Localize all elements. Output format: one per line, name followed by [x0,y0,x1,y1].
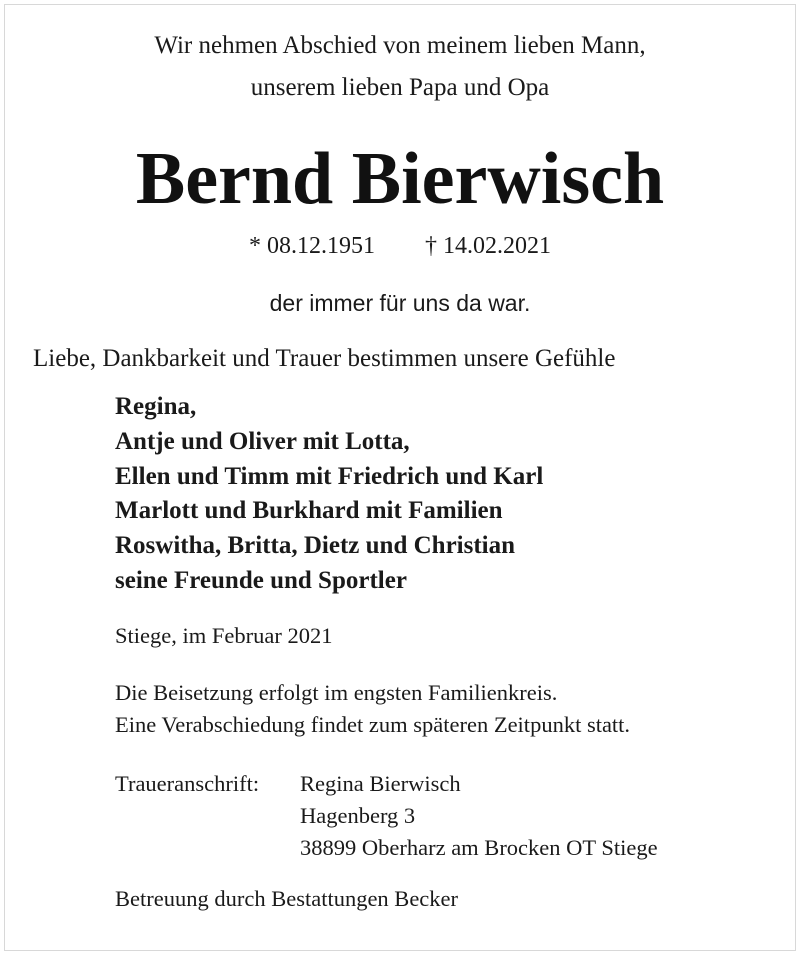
funeral-home-line: Betreuung durch Bestattungen Becker [115,886,459,911]
address-name: Regina Bierwisch [300,771,461,796]
mourners-list [115,390,543,599]
mourner-item: Antje und Oliver mit Lotta, [115,427,410,455]
birth-date: * 08.12.1951 [249,233,375,259]
life-dates [0,230,800,262]
mourner-item: seine Freunde und Sportler [115,566,407,594]
deceased-name: Bernd Bierwisch [135,138,665,220]
feelings-line: Liebe, Dankbarkeit und Trauer bestimmen unsere Gefühle [33,345,616,372]
quote-line: der immer für uns da war. [269,290,531,316]
mourner-item: Ellen und Timm mit Friedrich und Karl [115,462,544,490]
address-city: 38899 Oberharz am Brocken OT Stiege [300,835,658,860]
mourner-item: Roswitha, Britta, Dietz und Christian [115,532,516,560]
intro-line-1: Wir nehmen Abschied von meinem lieben Mann, [154,32,646,59]
funeral-line-2: Eine Verabschiedung findet zum späteren Zeitpunkt statt. [115,712,631,737]
address-street: Hagenberg 3 [300,803,416,828]
funeral-line-1: Die Beisetzung erfolgt im engsten Familienkreis. [115,680,558,705]
death-date: † 14.02.2021 [425,233,551,259]
address-label: Traueranschrift: [115,771,260,796]
mourner-item: Marlott und Burkhard mit Familien [115,497,503,525]
intro-line-2: unserem lieben Papa und Opa [250,74,550,101]
place-date: Stiege, im Februar 2021 [115,623,333,648]
mourner-item: Regina, [115,393,197,420]
